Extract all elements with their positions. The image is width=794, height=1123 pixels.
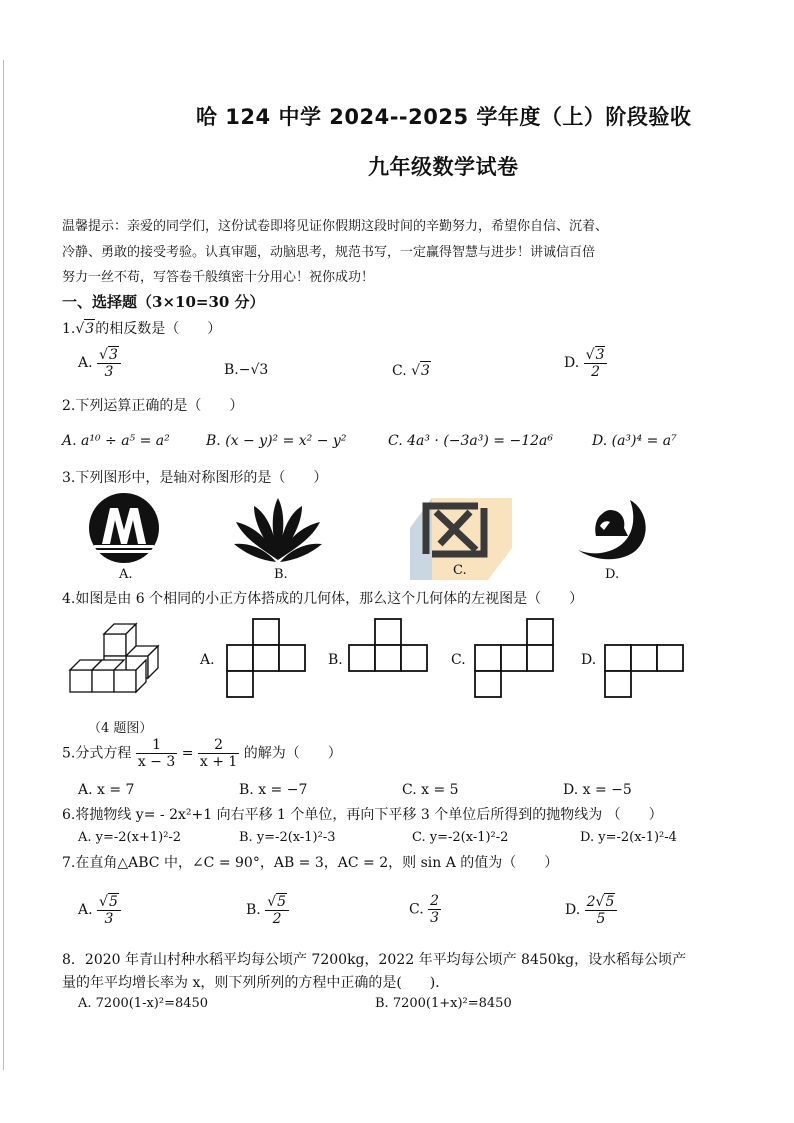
q1-option-b: [224, 361, 268, 379]
q3-label-d: D.: [605, 567, 620, 582]
q1-a-label: A.: [78, 355, 93, 371]
q7-option-c: C. $\frac{2}{3}$: [409, 893, 440, 926]
q1-option-c: C. √3: [392, 363, 430, 379]
q7-option-d: D. $\frac{2√5}{5}$: [565, 893, 617, 927]
notice-line-1: 温馨提示：亲爱的同学们，这份试卷即将见证你假期这段时间的辛勤努力，希望你自信、沉着、: [62, 219, 609, 234]
page-edge-line: [3, 60, 4, 1070]
q7-stem: 7.在直角△ABC 中，∠C = 90°，AB = 3，AC = 2，则 sin A 的值为（ ）: [62, 855, 559, 871]
q2-option-a: A. a¹⁰ ÷ a⁵ = a²: [62, 433, 170, 449]
q5-stem: 5.分式方程 $\frac{1}{x - 3}$ = $\frac{2}{x + 1}$ 的解为（ ）: [62, 737, 342, 770]
q6-option-b: B. y=-2(x-1)²-3: [239, 830, 336, 845]
q4-label-c: C.: [451, 652, 466, 668]
q5-option-b: B. x = −7: [239, 782, 308, 798]
q7-a-label: A.: [78, 902, 93, 918]
q1-b-value: −√3: [238, 362, 269, 378]
q4-label-a: A.: [200, 652, 215, 668]
q2-option-d: D. (a³)⁴ = a⁷: [592, 433, 677, 449]
q6-stem: 6.将抛物线 y= - 2x²+1 向右平移 1 个单位，再向下平移 3 个单位后所得到的抛物线为 （ ）: [62, 807, 663, 823]
q6-option-d: D. y=-2(x-1)²-4: [580, 830, 677, 845]
q7-c-label: C.: [409, 901, 424, 918]
q3-label-c: C.: [453, 563, 467, 578]
q5-option-d: D. x = −5: [563, 782, 632, 798]
q4-stem: 4.如图是由 6 个相同的小正方体搭成的几何体，那么这个几何体的左视图是（ ）: [62, 591, 584, 607]
q1-stem-text: 的相反数是（ ）: [95, 321, 222, 337]
q1-stem: 1.√3的相反数是（ ）: [62, 321, 222, 337]
q4-option-d-view: [604, 644, 686, 698]
q1-prefix: 1.: [62, 321, 76, 337]
q2-option-b: B. (x − y)² = x² − y²: [206, 433, 347, 449]
q3-stem: 3.下列图形中，是轴对称图形的是（ ）: [62, 470, 328, 486]
q7-b-label: B.: [246, 902, 261, 918]
q1-option-d: D. $\frac{√3}{2}$: [564, 346, 607, 380]
q4-option-c-view: [474, 618, 556, 698]
section-heading: 一、选择题（3×10=30 分）: [62, 293, 265, 311]
q1-b-label: B.: [224, 362, 239, 378]
q8-line-2: 量的年平均增长率为 x，则下列所列的方程中正确的是( )．: [62, 975, 450, 991]
logo-b-image: [232, 496, 324, 564]
q5-prefix: 5.分式方程: [62, 745, 132, 762]
exam-subtitle: 九年级数学试卷: [368, 155, 519, 179]
q8-option-a: A. 7200(1-x)²=8450: [78, 996, 209, 1011]
q3-label-b: B.: [274, 567, 288, 582]
q5-option-a: A. x = 7: [78, 782, 135, 798]
logo-d-image: [574, 496, 650, 562]
q8-line-1: 8．2020 年青山村种水稻平均每公顷产 7200kg，2022 年平均每公顷产 8450kg，设水稻每公顷产: [62, 952, 687, 968]
q7-d-label: D.: [565, 902, 581, 918]
q2-stem: 2.下列运算正确的是（ ）: [62, 398, 244, 414]
notice-line-3: 努力一丝不苟，写答卷千般缜密十分用心！祝你成功！: [62, 270, 375, 285]
q4-option-b-view: [348, 618, 430, 672]
q3-label-a: A.: [119, 567, 133, 582]
q1-option-a: A. $\frac{√3}{3}$: [78, 346, 121, 380]
q7-option-b: B. $\frac{√5}{2}$: [246, 893, 289, 927]
q5-option-c: C. x = 5: [402, 782, 459, 798]
q2-option-c: C. 4a³ · (−3a³) = −12a⁶: [388, 433, 553, 449]
q7-option-a: A. $\frac{√5}{3}$: [78, 893, 121, 927]
q6-option-a: A. y=-2(x+1)²-2: [78, 830, 182, 845]
notice-line-2: 冷静、勇敢的接受考验。认真审题，动脑思考，规范书写，一定赢得智慧与进步！讲诚信百倍: [62, 245, 596, 260]
q1-c-label: C.: [392, 363, 407, 379]
exam-title: 哈 124 中学 2024--2025 学年度（上）阶段验收: [196, 105, 692, 129]
q4-caption: （4 题图）: [88, 721, 153, 736]
q5-suffix: 的解为（ ）: [243, 745, 342, 762]
q4-label-b: B.: [328, 652, 343, 668]
q4-option-a-view: [226, 618, 308, 698]
q1-d-label: D.: [564, 355, 580, 371]
q4-solid-figure: [64, 616, 164, 696]
q6-option-c: C. y=-2(x-1)²-2: [412, 830, 509, 845]
logo-a-image: [88, 492, 160, 564]
q8-option-b: B. 7200(1+x)²=8450: [375, 996, 512, 1011]
q4-label-d: D.: [581, 652, 597, 668]
